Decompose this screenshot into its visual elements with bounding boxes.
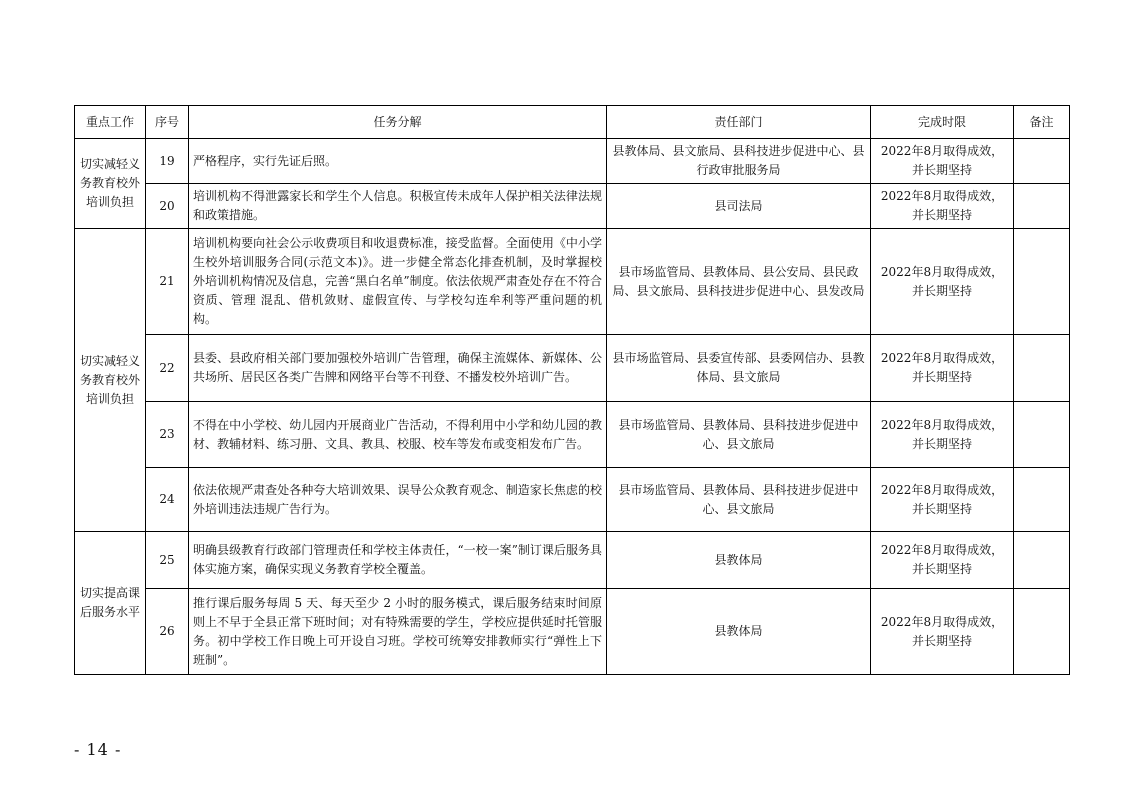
deadline-cell: 2022年8月取得成效，并长期坚持 xyxy=(871,532,1014,589)
row-no: 19 xyxy=(146,139,189,184)
group-cell: 切实减轻义务教育校外培训负担 xyxy=(75,139,146,229)
task-cell: 培训机构不得泄露家长和学生个人信息。积极宣传未成年人保护相关法律法规和政策措施。 xyxy=(189,184,607,229)
header-key-work: 重点工作 xyxy=(75,106,146,139)
header-remark: 备注 xyxy=(1014,106,1070,139)
dept-cell: 县市场监管局、县教体局、县公安局、县民政局、县文旅局、县科技进步促进中心、县发改局 xyxy=(607,229,871,335)
remark-cell xyxy=(1014,229,1070,335)
dept-cell: 县市场监管局、县委宣传部、县委网信办、县教体局、县文旅局 xyxy=(607,335,871,402)
task-cell: 严格程序，实行先证后照。 xyxy=(189,139,607,184)
page-number: - 14 - xyxy=(74,740,122,759)
task-cell: 县委、县政府相关部门要加强校外培训广告管理，确保主流媒体、新媒体、公共场所、居民区各类广告牌和网络平台等不刊登、不播发校外培训广告。 xyxy=(189,335,607,402)
deadline-cell: 2022年8月取得成效，并长期坚持 xyxy=(871,139,1014,184)
table-row xyxy=(75,139,1070,184)
task-cell: 培训机构要向社会公示收费项目和收退费标准，接受监督。全面使用《中小学生校外培训服务合同(示范文本)》。进一步健全常态化排查机制，及时掌握校外培训机构情况及信息，完善“黑白名单”制度。依法依规严肃查处存在不符合资质、管理 混乱、借机敛财、虚假宣传、与学校勾连牟利等严重问题的机构。 xyxy=(189,229,607,335)
row-no: 20 xyxy=(146,184,189,229)
deadline-cell: 2022年8月取得成效，并长期坚持 xyxy=(871,589,1014,675)
remark-cell xyxy=(1014,589,1070,675)
task-cell: 不得在中小学校、幼儿园内开展商业广告活动，不得利用中小学和幼儿园的教材、教辅材料、练习册、文具、教具、校服、校车等发布或变相发布广告。 xyxy=(189,402,607,468)
table-row xyxy=(75,229,1070,335)
remark-cell xyxy=(1014,184,1070,229)
remark-cell xyxy=(1014,335,1070,402)
task-table xyxy=(74,105,1070,675)
group-cell: 切实提高课后服务水平 xyxy=(75,532,146,675)
row-no: 21 xyxy=(146,229,189,335)
dept-cell: 县教体局、县文旅局、县科技进步促进中心、县行政审批服务局 xyxy=(607,139,871,184)
dept-cell: 县市场监管局、县教体局、县科技进步促进中心、县文旅局 xyxy=(607,468,871,532)
row-no: 26 xyxy=(146,589,189,675)
deadline-cell: 2022年8月取得成效，并长期坚持 xyxy=(871,335,1014,402)
group-cell: 切实减轻义务教育校外培训负担 xyxy=(75,229,146,532)
table-row xyxy=(75,468,1070,532)
deadline-cell: 2022年8月取得成效，并长期坚持 xyxy=(871,402,1014,468)
deadline-cell: 2022年8月取得成效，并长期坚持 xyxy=(871,184,1014,229)
table-header-row xyxy=(75,106,1070,139)
table-row xyxy=(75,402,1070,468)
dept-cell: 县教体局 xyxy=(607,589,871,675)
dept-cell: 县教体局 xyxy=(607,532,871,589)
dept-cell: 县司法局 xyxy=(607,184,871,229)
task-cell: 推行课后服务每周 5 天、每天至少 2 小时的服务模式，课后服务结束时间原则上不早于全县正常下班时间；对有特殊需要的学生，学校应提供延时托管服务。初中学校工作日晚上可开设自习班。学校可统筹安排教师实行“弹性上下班制”。 xyxy=(189,589,607,675)
table-row xyxy=(75,184,1070,229)
remark-cell xyxy=(1014,139,1070,184)
deadline-cell: 2022年8月取得成效，并长期坚持 xyxy=(871,468,1014,532)
row-no: 23 xyxy=(146,402,189,468)
dept-cell: 县市场监管局、县教体局、县科技进步促进中心、县文旅局 xyxy=(607,402,871,468)
header-no: 序号 xyxy=(146,106,189,139)
table-row xyxy=(75,532,1070,589)
task-cell: 依法依规严肃查处各种夸大培训效果、误导公众教育观念、制造家长焦虑的校外培训违法违规广告行为。 xyxy=(189,468,607,532)
task-cell: 明确县级教育行政部门管理责任和学校主体责任，“一校一案”制订课后服务具体实施方案，确保实现义务教育学校全覆盖。 xyxy=(189,532,607,589)
remark-cell xyxy=(1014,532,1070,589)
deadline-cell: 2022年8月取得成效，并长期坚持 xyxy=(871,229,1014,335)
header-dept: 责任部门 xyxy=(607,106,871,139)
header-task: 任务分解 xyxy=(189,106,607,139)
header-deadline: 完成时限 xyxy=(871,106,1014,139)
row-no: 22 xyxy=(146,335,189,402)
table-row xyxy=(75,589,1070,675)
row-no: 24 xyxy=(146,468,189,532)
row-no: 25 xyxy=(146,532,189,589)
table-row xyxy=(75,335,1070,402)
remark-cell xyxy=(1014,402,1070,468)
remark-cell xyxy=(1014,468,1070,532)
